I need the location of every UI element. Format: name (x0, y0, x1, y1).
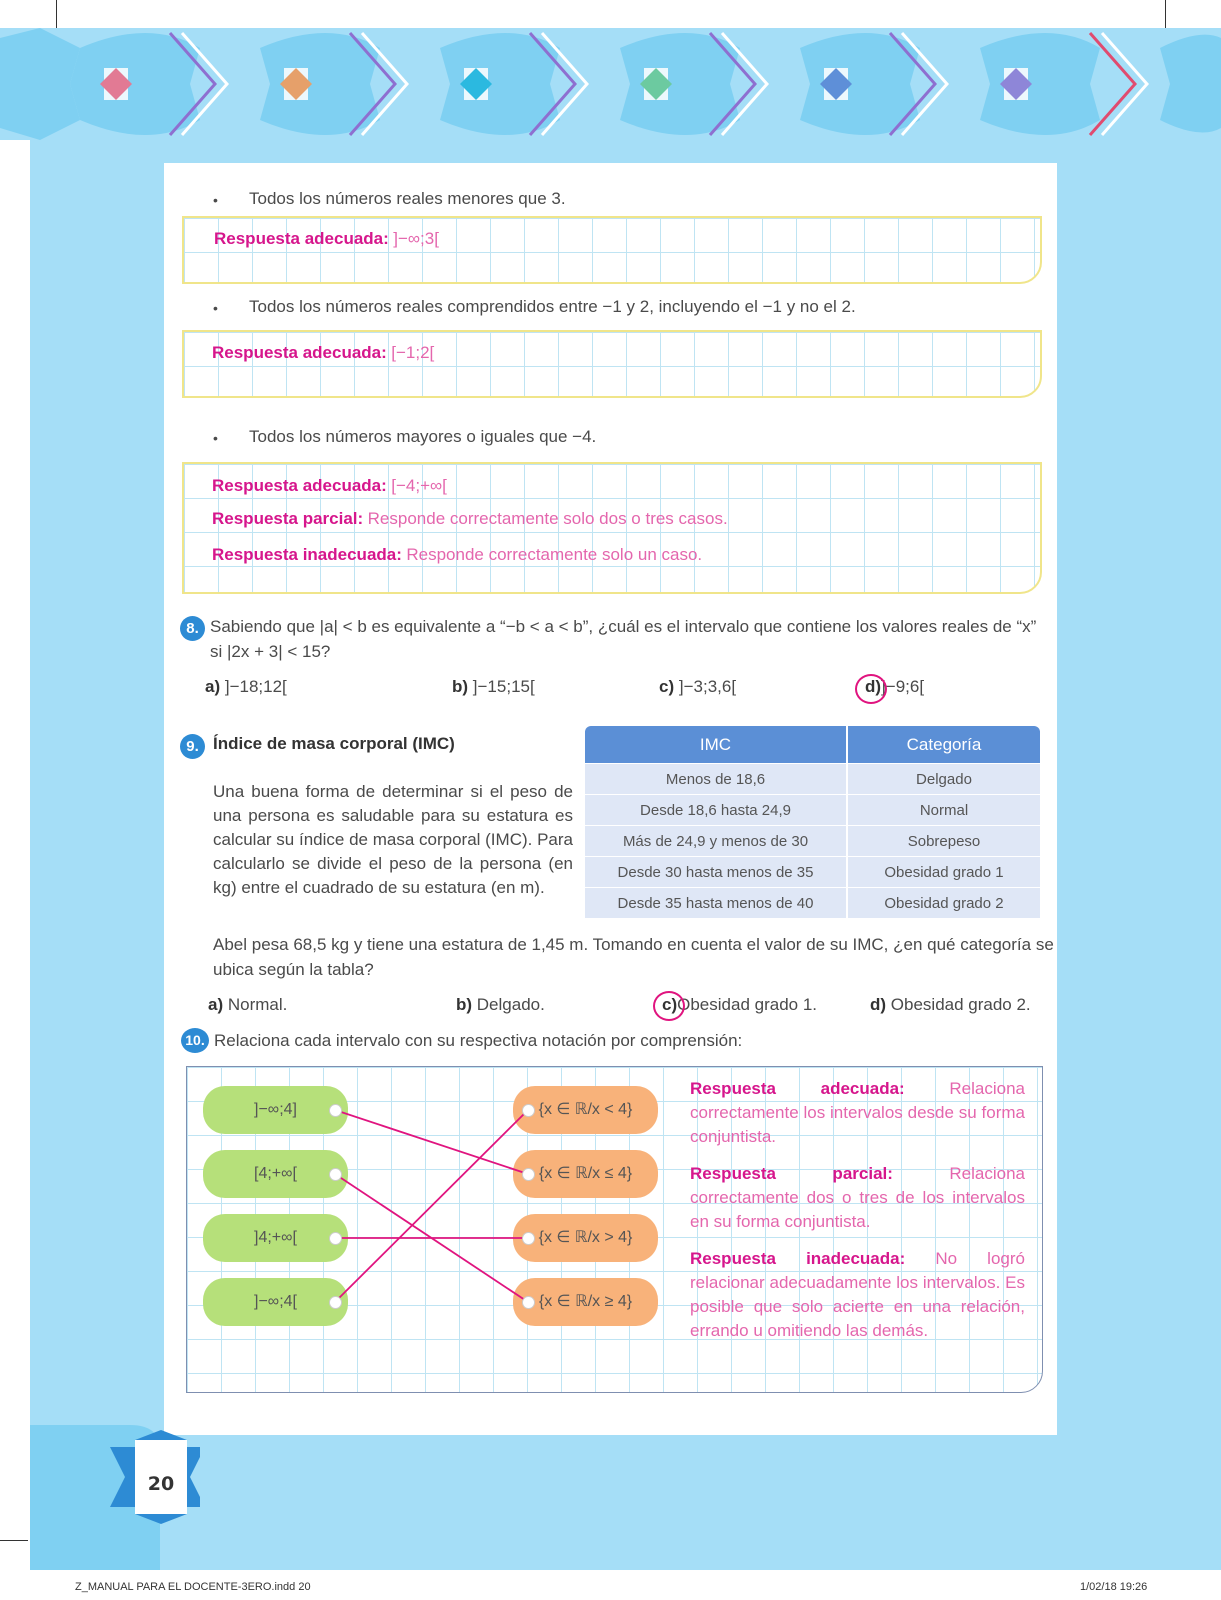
footer-timestamp: 1/02/18 19:26 (1080, 1581, 1148, 1593)
table-cell: Normal (847, 795, 1040, 826)
connector-dot (329, 1296, 342, 1309)
answer-label: Respuesta adecuada: (212, 343, 387, 362)
option-text: Obesidad grado 2. (890, 995, 1031, 1014)
answer-label: Respuesta adecuada: (212, 476, 387, 495)
option-text: Delgado. (476, 995, 545, 1014)
set-notation-label: {x ∈ ℝ/x ≤ 4} (538, 1165, 633, 1182)
imc-explanation: Una buena forma de determinar si el peso de una persona es saludable para su estatura es calcular su índice de masa corporal (IMC). Para calcularlo se divide el peso de la persona (en kg) entre el cuadrado de su estatura (en m). (213, 782, 573, 897)
table-cell: Desde 35 hasta menos de 40 (585, 888, 847, 919)
rubric-label: Respuesta adecuada: (690, 1079, 905, 1098)
table-cell: Delgado (847, 764, 1040, 795)
bullet-dot: • (213, 430, 218, 446)
bullet-text: Todos los números reales comprendidos entre −1 y 2, incluyendo el −1 y no el 2. (249, 297, 856, 316)
option-letter: b) (452, 677, 469, 696)
connector-dot (329, 1232, 342, 1245)
rubric-text: No logró relacionar adecuadamente los intervalos. Es posible que solo acierte en una relación, errando u omitiendo las demás. (690, 1249, 1025, 1340)
page-number-tab (30, 1425, 200, 1570)
connector-dot (522, 1104, 535, 1117)
question-8-badge: 8. (180, 616, 205, 641)
rubric-label: Respuesta parcial: (690, 1164, 893, 1183)
table-header-category: Categoría (847, 726, 1040, 764)
answer-value: [−4;+∞[ (391, 476, 447, 495)
connector-dot (522, 1168, 535, 1181)
rubric-text: Relaciona correctamente dos o tres de los intervalos en su forma conjuntista. (690, 1164, 1025, 1231)
interval-label: [4;+∞[ (254, 1165, 297, 1182)
table-cell: Obesidad grado 2 (847, 888, 1040, 919)
option-text: Normal. (227, 995, 288, 1014)
connector-dot (329, 1168, 342, 1181)
question-10-badge: 10. (181, 1028, 209, 1053)
bullet-text: Todos los números reales menores que 3. (249, 189, 566, 208)
rubric-partial (690, 1162, 1025, 1234)
connector-dot (329, 1104, 342, 1117)
answer-value: [−1;2[ (391, 343, 435, 362)
option-letter: c) (662, 995, 678, 1014)
option-text: ]−9;6[ (881, 677, 925, 696)
interval-label: ]−∞;4] (254, 1101, 297, 1118)
question-9-title: Índice de masa corporal (IMC) (213, 734, 455, 753)
table-cell: Más de 24,9 y menos de 30 (585, 826, 847, 857)
option-text: Obesidad grado 1. (677, 995, 818, 1014)
option-text: ]−15;15[ (472, 677, 535, 696)
rubric-text: Relaciona correctamente los intervalos desde su forma conjuntista. (690, 1079, 1025, 1146)
bullet-dot: • (213, 192, 218, 208)
inadequate-value: Responde correctamente solo un caso. (406, 545, 703, 564)
set-notation-label: {x ∈ ℝ/x > 4} (538, 1229, 633, 1246)
question-10-text: Relaciona cada intervalo con su respectiva notación por comprensión: (214, 1031, 743, 1050)
rubric-inadequate (690, 1247, 1025, 1343)
set-notation-label: {x ∈ ℝ/x < 4} (538, 1101, 633, 1118)
option-letter: b) (456, 995, 473, 1014)
option-letter: a) (205, 677, 221, 696)
answer-value: ]−∞;3[ (393, 229, 439, 248)
table-cell: Menos de 18,6 (585, 764, 847, 795)
partial-value: Responde correctamente solo dos o tres casos. (367, 509, 728, 528)
rubric-label: Respuesta inadecuada: (690, 1249, 906, 1268)
interval-label: ]4;+∞[ (254, 1229, 297, 1246)
question-8-text-cont: si |2x + 3| < 15? (210, 642, 331, 661)
match-line (335, 1110, 528, 1302)
question-9-text-cont: ubica según la tabla? (213, 960, 374, 979)
option-letter: d) (870, 995, 887, 1014)
footer-file-name: Z_MANUAL PARA EL DOCENTE-3ERO.indd 20 (75, 1581, 311, 1593)
option-letter: a) (208, 995, 224, 1014)
option-letter: c) (659, 677, 675, 696)
rubric-adequate (690, 1077, 1025, 1149)
inadequate-label: Respuesta inadecuada: (212, 545, 402, 564)
connector-dot (522, 1296, 535, 1309)
table-cell: Obesidad grado 1 (847, 857, 1040, 888)
set-notation-label: {x ∈ ℝ/x ≥ 4} (538, 1293, 633, 1310)
question-8-text: Sabiendo que |a| < b es equivalente a “−b < a < b”, ¿cuál es el intervalo que contiene los valores reales de “x” (210, 617, 1037, 636)
interval-label: ]−∞;4[ (254, 1293, 297, 1310)
question-9-text: Abel pesa 68,5 kg y tiene una estatura de 1,45 m. Tomando en cuenta el valor de su IMC, ¿en qué categoría se (213, 935, 1054, 954)
table-cell: Sobrepeso (847, 826, 1040, 857)
answer-label: Respuesta adecuada: (214, 229, 389, 248)
table-cell: Desde 30 hasta menos de 35 (585, 857, 847, 888)
bullet-text: Todos los números mayores o iguales que −4. (249, 427, 597, 446)
page-number: 20 (147, 1473, 175, 1495)
table-header-imc: IMC (585, 726, 847, 764)
match-line (335, 1110, 528, 1174)
table-cell: Desde 18,6 hasta 24,9 (585, 795, 847, 826)
connector-dot (522, 1232, 535, 1245)
option-text: ]−18;12[ (224, 677, 287, 696)
option-text: ]−3;3,6[ (678, 677, 737, 696)
question-9-badge: 9. (180, 734, 205, 759)
option-letter: d) (865, 677, 882, 696)
partial-label: Respuesta parcial: (212, 509, 364, 528)
bullet-dot: • (213, 300, 218, 316)
